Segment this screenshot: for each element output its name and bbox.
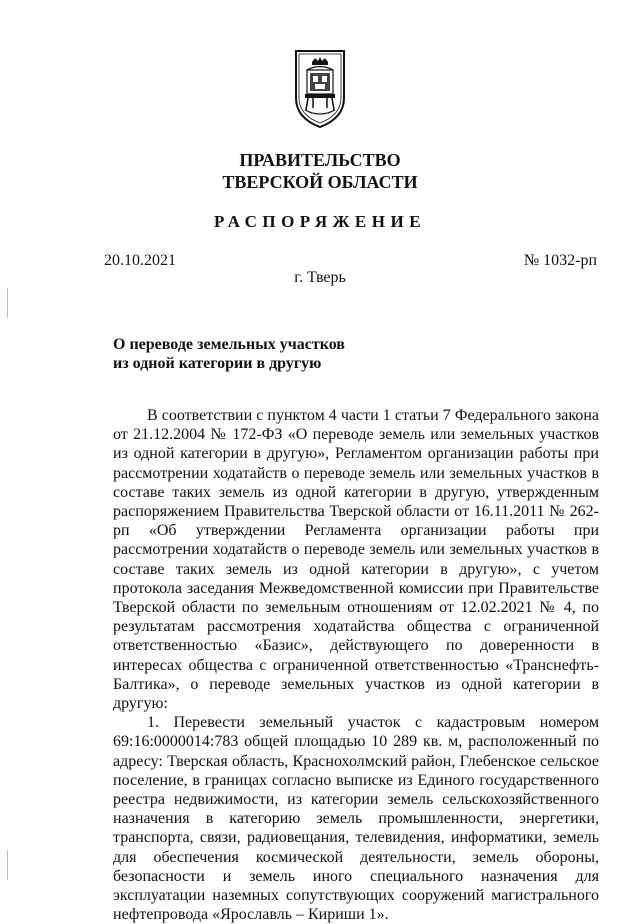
government-title-line-2: ТВЕРСКОЙ ОБЛАСТИ — [222, 172, 418, 192]
subject-line-2: из одной категории в другую — [113, 355, 322, 372]
document-date: 20.10.2021 — [104, 252, 176, 269]
document-number: № 1032-рп — [523, 252, 597, 269]
body-paragraph-1: В соответствии с пунктом 4 части 1 статьи 7 Федерального закона от 21.12.2004 № 172-ФЗ «О переводе земель или земельных участков из одной категории в другую», Регламентом организации работы при рассмотрении ходатайств о переводе земель или земельных участков в составе таких земель из одной категории в другую, утвержденным распоряжением Правительства Тверской области от 16.11.2011 № 262-рп «Об утверждении Регламента организации работы при рассмотрении ходатайств о переводе земель или земельных участков в составе таких земель из одной категории в другую», с учетом протокола заседания Межведомственной комиссии при Правительстве Тверской области по земельным отношениям от 12.02.2021 № 4, по результатам рассмотрения ходатайства общества с ограниченной ответственностью «Базис», действующего по доверенности в интересах общества с ограниченной ответственностью «Транснефть-Балтика», о переводе земельных участков из одной категории в другую: — [113, 407, 599, 713]
document-type-heading: РАСПОРЯЖЕНИЕ — [213, 212, 427, 231]
body-paragraph-2: 1. Перевести земельный участок с кадастровым номером 69:16:0000014:783 общей площадью 10 289 кв. м, расположенный по адресу: Тверская область, Краснохолмский район, Глебенское сельское поселение, в границах согласно выписке из Единого государственного реестра недвижимости, из категории земель сельскохозяйственного назначения в категорию земель промышленности, энергетики, транспорта, связи, радиовещания, телевидения, информатики, земель для обеспечения космической деятельности, земель обороны, безопасности и земель иного специального назначения для эксплуатации наземных сопутствующих сооружений магистрального нефтепровода «Ярославль – Кириши 1». — [113, 714, 599, 924]
margin-scan-mark — [7, 288, 8, 318]
margin-scan-mark — [7, 850, 8, 880]
document-city: г. Тверь — [294, 269, 346, 286]
subject-line-1: О переводе земельных участков — [113, 336, 345, 353]
document-body — [113, 406, 599, 924]
coat-of-arms-icon — [293, 48, 347, 130]
government-title-line-1: ПРАВИТЕЛЬСТВО — [239, 150, 401, 170]
document-subject — [113, 335, 413, 373]
